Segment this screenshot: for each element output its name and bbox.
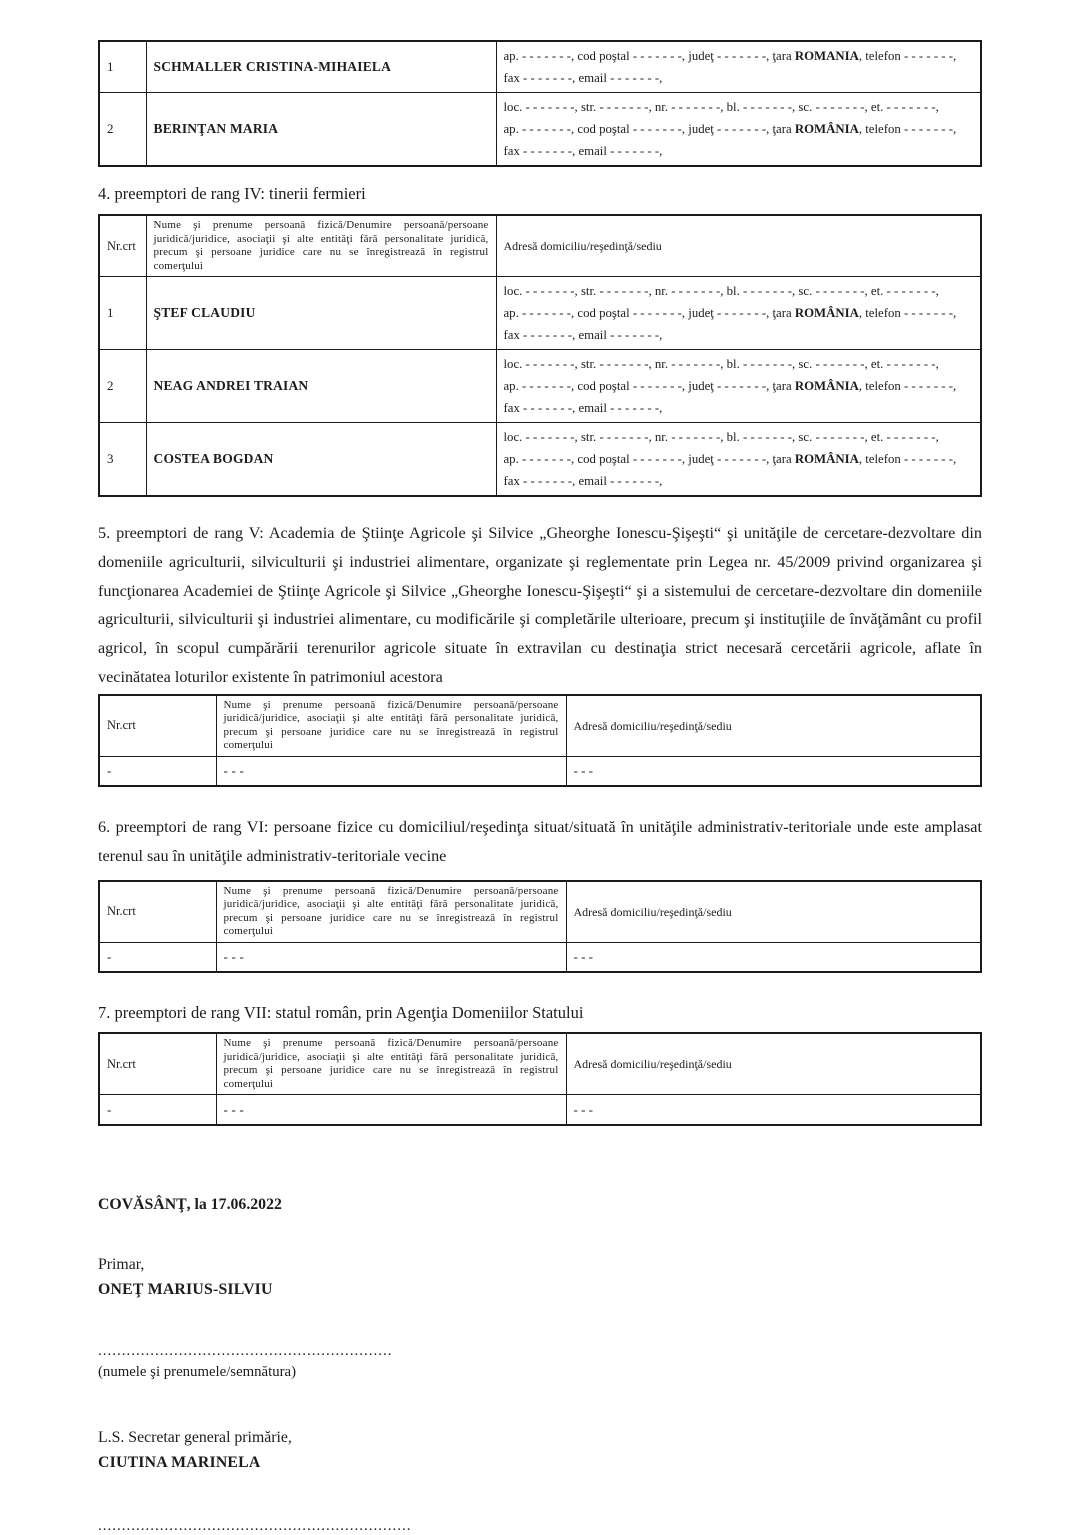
table-row-empty bbox=[99, 756, 981, 786]
table-row bbox=[99, 423, 981, 497]
address-cell bbox=[496, 423, 981, 497]
address-line-1: loc. - - - - - - -, str. - - - - - - -, nr. - - - - - - -, bl. - - - - - - -, sc. - - - - - - -, et. - - - - - - -, bbox=[503, 357, 939, 371]
row-number: - bbox=[99, 1095, 216, 1125]
column-header-address: Adresă domiciliu/reşedinţă/sediu bbox=[566, 881, 981, 943]
row-number: 1 bbox=[99, 277, 146, 350]
country-name: ROMÂNIA bbox=[794, 306, 859, 320]
signature-line: .............................................................. bbox=[98, 1342, 393, 1359]
column-header-address: Adresă domiciliu/reşedinţă/sediu bbox=[566, 695, 981, 757]
row-number: 3 bbox=[99, 423, 146, 497]
country-name: ROMÂNIA bbox=[794, 122, 859, 136]
person-name-cell: NEAG ANDREI TRAIAN bbox=[146, 350, 496, 423]
signature-line: .................................................................. bbox=[98, 1517, 412, 1534]
address-line-1: loc. - - - - - - -, str. - - - - - - -, nr. - - - - - - -, bl. - - - - - - -, sc. - - - - - - -, et. - - - - - - -, bbox=[503, 284, 939, 298]
preemptors-rank3-table bbox=[98, 40, 982, 167]
address-line-1: loc. - - - - - - -, str. - - - - - - -, nr. - - - - - - -, bl. - - - - - - -, sc. - - - - - - -, et. - - - - - - -, bbox=[503, 430, 939, 444]
secretary-name: CIUTINA MARINELA bbox=[98, 1453, 261, 1471]
address-line-3: fax - - - - - - -, email - - - - - - -, bbox=[503, 401, 663, 415]
column-header-address: Adresă domiciliu/reşedinţă/sediu bbox=[566, 1033, 981, 1095]
person-name-cell: - - - bbox=[216, 1095, 566, 1125]
address-line-3: fax - - - - - - -, email - - - - - - -, bbox=[503, 474, 663, 488]
address-line-3: fax - - - - - - -, email - - - - - - -, bbox=[503, 328, 663, 342]
column-header-name: Nume şi prenume persoană fizică/Denumire persoană/persoane juridică/juridice, asociaţii şi alte entităţi fără personalitate juridică, precum şi persoane juridice care nu se înregistrează în registrul comerţului bbox=[216, 695, 566, 757]
column-header-nr: Nr.crt bbox=[99, 695, 216, 757]
section6-heading: 6. preemptori de rang VI: persoane fizice cu domiciliul/reşedinţa situat/situată în unităţile administrativ-teritoriale unde este amplasat terenul sau în unităţile administrativ-teritoriale vecine bbox=[98, 818, 982, 866]
mayor-role-label: Primar, bbox=[98, 1255, 145, 1273]
address-line-2: ap. - - - - - - -, cod poştal - - - - - - -, judeţ - - - - - - -, ţara ROMÂNIA, telefon - - - - - - -, bbox=[503, 306, 957, 320]
row-number: 2 bbox=[99, 350, 146, 423]
table-row bbox=[99, 277, 981, 350]
address-line-1: loc. - - - - - - -, str. - - - - - - -, nr. - - - - - - -, bl. - - - - - - -, sc. - - - - - - -, et. - - - - - - -, bbox=[503, 100, 939, 114]
table-row bbox=[99, 41, 981, 93]
person-name-cell: BERINŢAN MARIA bbox=[146, 93, 496, 167]
address-cell: - - - bbox=[566, 1095, 981, 1125]
column-header-nr: Nr.crt bbox=[99, 215, 146, 277]
table-row bbox=[99, 93, 981, 167]
section7-heading: 7. preemptori de rang VII: statul român, prin Agenţia Domeniilor Statului bbox=[98, 1003, 584, 1023]
table-row-empty bbox=[99, 942, 981, 972]
preemptors-rank6-table bbox=[98, 880, 982, 974]
address-cell: - - - bbox=[566, 756, 981, 786]
address-cell bbox=[496, 277, 981, 350]
address-cell: - - - bbox=[566, 942, 981, 972]
person-name-cell: SCHMALLER CRISTINA-MIHAIELA bbox=[146, 41, 496, 93]
table-header-row bbox=[99, 695, 981, 757]
table-header-row bbox=[99, 215, 981, 277]
person-name-cell: ŞTEF CLAUDIU bbox=[146, 277, 496, 350]
column-header-nr: Nr.crt bbox=[99, 1033, 216, 1095]
address-line-3: fax - - - - - - -, email - - - - - - -, bbox=[503, 144, 663, 158]
table-row-empty bbox=[99, 1095, 981, 1125]
row-number: - bbox=[99, 942, 216, 972]
person-name-cell: - - - bbox=[216, 756, 566, 786]
address-line-2: ap. - - - - - - -, cod poştal - - - - - - -, judeţ - - - - - - -, ţara ROMÂNIA, telefon - - - - - - -, bbox=[503, 379, 957, 393]
column-header-nr: Nr.crt bbox=[99, 881, 216, 943]
address-line-2: ap. - - - - - - -, cod poştal - - - - - - -, judeţ - - - - - - -, ţara ROMANIA, telefon - - - - - - -, bbox=[503, 49, 957, 63]
address-line-2: ap. - - - - - - -, cod poştal - - - - - - -, judeţ - - - - - - -, ţara ROMÂNIA, telefon - - - - - - -, bbox=[503, 452, 957, 466]
country-name: ROMÂNIA bbox=[794, 379, 859, 393]
address-cell bbox=[496, 41, 981, 93]
table-row bbox=[99, 350, 981, 423]
row-number: 2 bbox=[99, 93, 146, 167]
column-header-address: Adresă domiciliu/reşedinţă/sediu bbox=[496, 215, 981, 277]
signature-block bbox=[98, 1196, 982, 1535]
person-name-cell: COSTEA BOGDAN bbox=[146, 423, 496, 497]
country-name: ROMANIA bbox=[794, 49, 859, 63]
secretary-role-label: L.S. Secretar general primărie, bbox=[98, 1428, 292, 1446]
row-number: 1 bbox=[99, 41, 146, 93]
table-header-row bbox=[99, 1033, 981, 1095]
column-header-name: Nume şi prenume persoană fizică/Denumire persoană/persoane juridică/juridice, asociaţii şi alte entităţi fără personalitate juridică, precum şi persoane juridice care nu se înregistrează în registrul comerţului bbox=[146, 215, 496, 277]
country-name: ROMÂNIA bbox=[794, 452, 859, 466]
preemptors-rank7-table bbox=[98, 1032, 982, 1126]
address-line-2: ap. - - - - - - -, cod poştal - - - - - - -, judeţ - - - - - - -, ţara ROMÂNIA, telefon - - - - - - -, bbox=[503, 122, 957, 136]
preemptors-rank4-table bbox=[98, 214, 982, 497]
address-cell bbox=[496, 350, 981, 423]
row-number: - bbox=[99, 756, 216, 786]
preemptors-rank5-table bbox=[98, 694, 982, 788]
section4-heading: 4. preemptori de rang IV: tinerii fermieri bbox=[98, 184, 366, 203]
person-name-cell: - - - bbox=[216, 942, 566, 972]
column-header-name: Nume şi prenume persoană fizică/Denumire persoană/persoane juridică/juridice, asociaţii şi alte entităţi fără personalitate juridică, precum şi persoane juridice care nu se înregistrează în registrul comerţului bbox=[216, 1033, 566, 1095]
address-cell bbox=[496, 93, 981, 167]
column-header-name: Nume şi prenume persoană fizică/Denumire persoană/persoane juridică/juridice, asociaţii şi alte entităţi fără personalitate juridică, precum şi persoane juridice care nu se înregistrează în registrul comerţului bbox=[216, 881, 566, 943]
place-and-date: COVĂSÂNŢ, la 17.06.2022 bbox=[98, 1195, 282, 1213]
mayor-name: ONEŢ MARIUS-SILVIU bbox=[98, 1280, 273, 1298]
table-header-row bbox=[99, 881, 981, 943]
address-line-3: fax - - - - - - -, email - - - - - - -, bbox=[503, 71, 663, 85]
section5-heading: 5. preemptori de rang V: Academia de Ştiinţe Agricole şi Silvice „Gheorghe Ionescu-Şişeşti“ şi unităţile de cercetare-dezvoltare din domeniile agriculturii, silviculturii şi industriei alimentare, organizate şi reglementate prin Legea nr. 45/2009 privind organizarea şi funcţionarea Academiei de Ştiinţe Agricole şi Silvice „Gheorghe Ionescu-Şişeşti“ şi a sistemului de cercetare-dezvoltare din domeniile agriculturii, silviculturii şi industriei alimentare, cu modificările şi completările ulterioare, precum şi instituţiile de învăţământ cu profil agricol, în scopul cumpărării terenurilor agricole situate în extravilan cu destinaţia strict necesară cercetării agricole, aflate în vecinătatea loturilor existente în patrimoniul acestora bbox=[98, 524, 982, 686]
signature-note: (numele şi prenumele/semnătura) bbox=[98, 1363, 297, 1380]
